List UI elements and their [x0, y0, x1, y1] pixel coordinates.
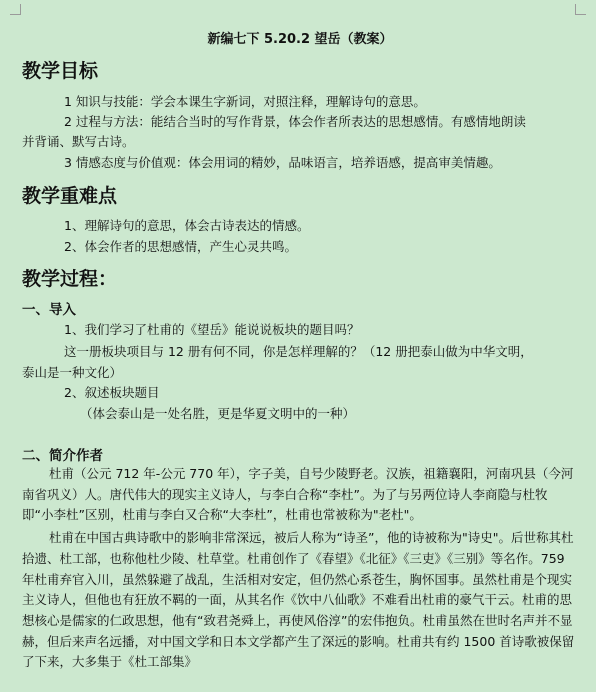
goal-item-2-continued: 并背诵、默写古诗。: [22, 134, 135, 149]
intro-line-1: 1、我们学习了杜甫的《望岳》能说说板块的题目吗？: [64, 322, 360, 337]
intro-line-3: 2、叙述板块题目: [64, 385, 160, 400]
author-paragraph-1: 杜甫（公元 712 年-公元 770 年），字子美，自号少陵野老。汉族，祖籍襄阳，河南巩县（今河南省巩义）人。唐代伟大的现实主义诗人，与李白合称“李杜”。为了与另两位诗人李商隐与杜牧即“小李杜”区别，杜甫与李白又合称“大李杜”，杜甫也常被称为"老杜"。: [22, 466, 574, 523]
goal-item-1: 1 知识与技能：学会本课生字新词，对照注释，理解诗句的意思。: [64, 94, 426, 109]
heading-key-points: 教学重难点: [22, 185, 118, 207]
intro-line-2: 这一册板块项目与 12 册有何不同，你是怎样理解的？（12 册把泰山做为中华文明，: [64, 344, 533, 359]
margin-corner-mark-right: [575, 4, 586, 15]
heading-author: 二、简介作者: [22, 448, 103, 464]
author-bio: [22, 464, 578, 673]
goal-item-2: 2 过程与方法：能结合当时的写作背景，体会作者所表达的思想感情。有感情地朗读: [64, 114, 526, 129]
key-point-1: 1、理解诗句的意思，体会古诗表达的情感。: [64, 218, 310, 233]
document-title: 新编七下 5.20.2 望岳（教案）: [207, 32, 393, 47]
intro-line-4: （体会泰山是一处名胜，更是华夏文明中的一种）: [80, 406, 356, 421]
heading-intro: 一、导入: [22, 302, 76, 318]
author-paragraph-2: 杜甫在中国古典诗歌中的影响非常深远，被后人称为“诗圣”，他的诗被称为"诗史"。后世称其杜拾遗、杜工部，也称他杜少陵、杜草堂。杜甫创作了《春望》《北征》《三吏》《三别》等名作。759 年杜甫弃官入川，虽然躲避了战乱，生活相对安定，但仍然心系苍生，胸怀国事。虽然杜甫是个现实主义诗人，但他也有狂放不羁的一面，从其名作《饮中八仙歌》不难看出杜甫的豪气干云。杜甫的思想核心是儒家的仁政思想，他有“致君尧舜上，再使风俗淳”的宏伟抱负。杜甫虽然在世时名声并不显赫，但后来声名远播，对中国文学和日本文学都产生了深远的影响。杜甫共有约 1500 首诗歌被保留了下来，大多集于《杜工部集》: [22, 530, 575, 670]
heading-goals: 教学目标: [22, 60, 99, 82]
key-point-2: 2、体会作者的思想感情，产生心灵共鸣。: [64, 239, 297, 254]
margin-corner-mark-left: [10, 4, 21, 15]
intro-line-2-continued: 泰山是一种文化）: [22, 365, 123, 380]
heading-process: 教学过程：: [22, 268, 118, 290]
goal-item-3: 3 情感态度与价值观：体会用词的精妙，品味语言，培养语感，提高审美情趣。: [64, 155, 501, 170]
